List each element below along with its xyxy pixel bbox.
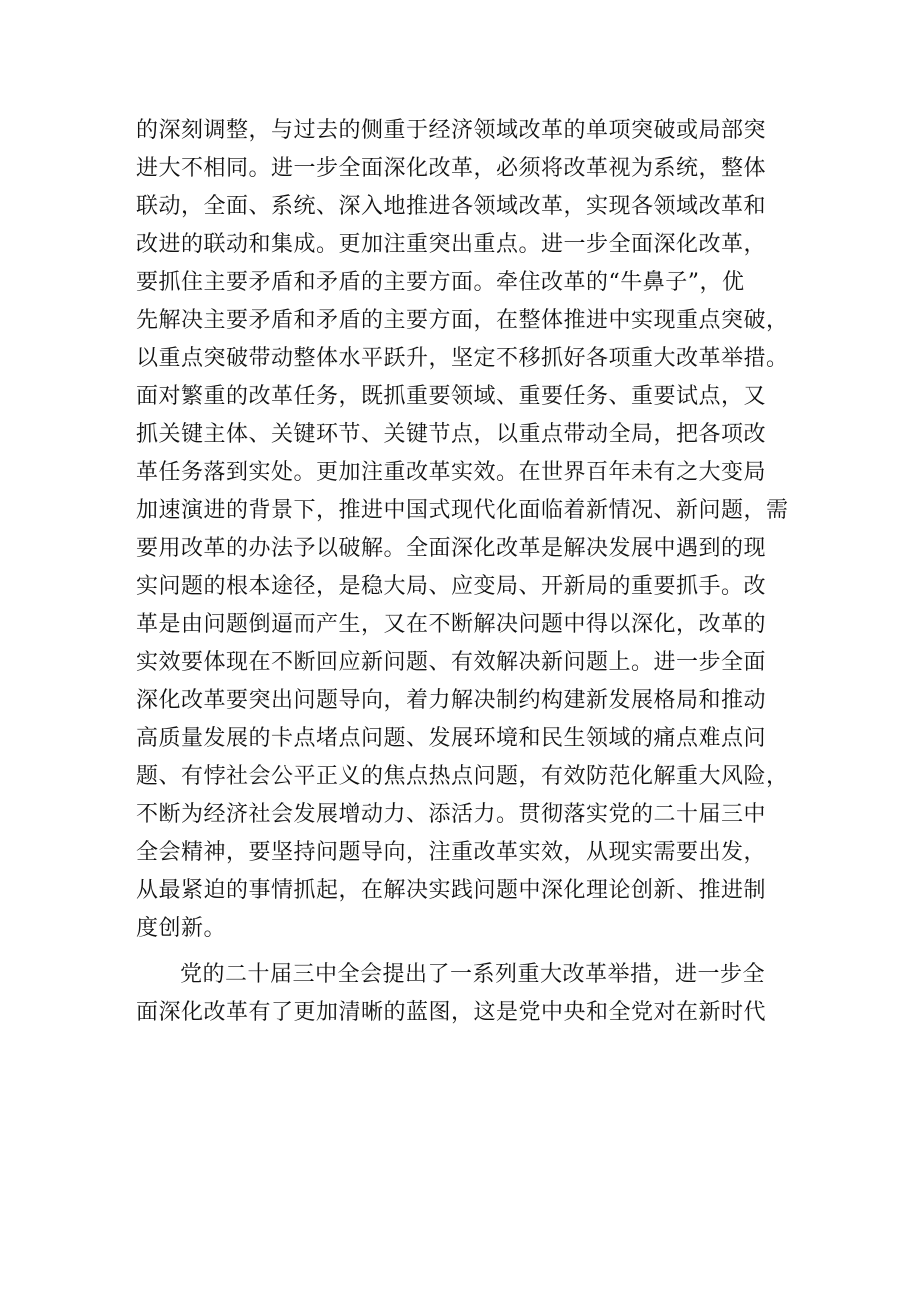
text-line: 革任务落到实处。更加注重改革实效。在世界百年未有之大变局 (136, 460, 767, 485)
text-line: 实效要体现在不断回应新问题、有效解决新问题上。进一步全面 (136, 650, 767, 675)
text-line: 要抓住主要矛盾和矛盾的主要方面。牵住改革的“牛鼻子”，优 (136, 270, 745, 295)
text-line: 不断为经济社会发展增动力、添活力。贯彻落实党的二十届三中 (136, 802, 767, 827)
text-line: 面深化改革有了更加清晰的蓝图，这是党中央和全党对在新时代 (136, 1000, 767, 1025)
text-line: 面对繁重的改革任务，既抓重要领域、重要任务、重要试点，又 (136, 384, 767, 409)
text-line: 以重点突破带动整体水平跃升，坚定不移抓好各项重大改革举措。 (136, 346, 789, 371)
text-line: 题、有悖社会公平正义的焦点热点问题，有效防范化解重大风险， (136, 764, 789, 789)
text-line: 要用改革的办法予以破解。全面深化改革是解决发展中遇到的现 (136, 536, 767, 561)
text-line: 进大不相同。进一步全面深化改革，必须将改革视为系统，整体 (136, 156, 767, 181)
text-line: 度创新。 (136, 916, 227, 941)
text-line: 党的二十届三中全会提出了一系列重大改革举措，进一步全 (180, 962, 766, 987)
text-line: 全会精神，要坚持问题导向，注重改革实效，从现实需要出发， (136, 840, 767, 865)
text-line: 抓关键主体、关键环节、关键节点，以重点带动全局，把各项改 (136, 422, 767, 447)
text-line: 从最紧迫的事情抓起，在解决实践问题中深化理论创新、推进制 (136, 878, 767, 903)
text-line: 联动，全面、系统、深入地推进各领域改革，实现各领域改革和 (136, 194, 767, 219)
text-line: 高质量发展的卡点堵点问题、发展环境和民生领域的痛点难点问 (136, 726, 767, 751)
paragraph-1 (136, 112, 806, 948)
text-line: 改进的联动和集成。更加注重突出重点。进一步全面深化改革， (136, 232, 767, 257)
paragraph-gap (136, 948, 806, 956)
text-line: 先解决主要矛盾和矛盾的主要方面，在整体推进中实现重点突破， (136, 308, 789, 333)
paragraph-2 (136, 956, 806, 1032)
text-line: 深化改革要突出问题导向，着力解决制约构建新发展格局和推动 (136, 688, 767, 713)
text-line: 的深刻调整，与过去的侧重于经济领域改革的单项突破或局部突 (136, 118, 767, 143)
document-body (136, 112, 806, 1032)
text-line: 加速演进的背景下，推进中国式现代化面临着新情况、新问题，需 (136, 498, 789, 523)
text-line: 实问题的根本途径，是稳大局、应变局、开新局的重要抓手。改 (136, 574, 767, 599)
text-line: 革是由问题倒逼而产生，又在不断解决问题中得以深化，改革的 (136, 612, 767, 637)
